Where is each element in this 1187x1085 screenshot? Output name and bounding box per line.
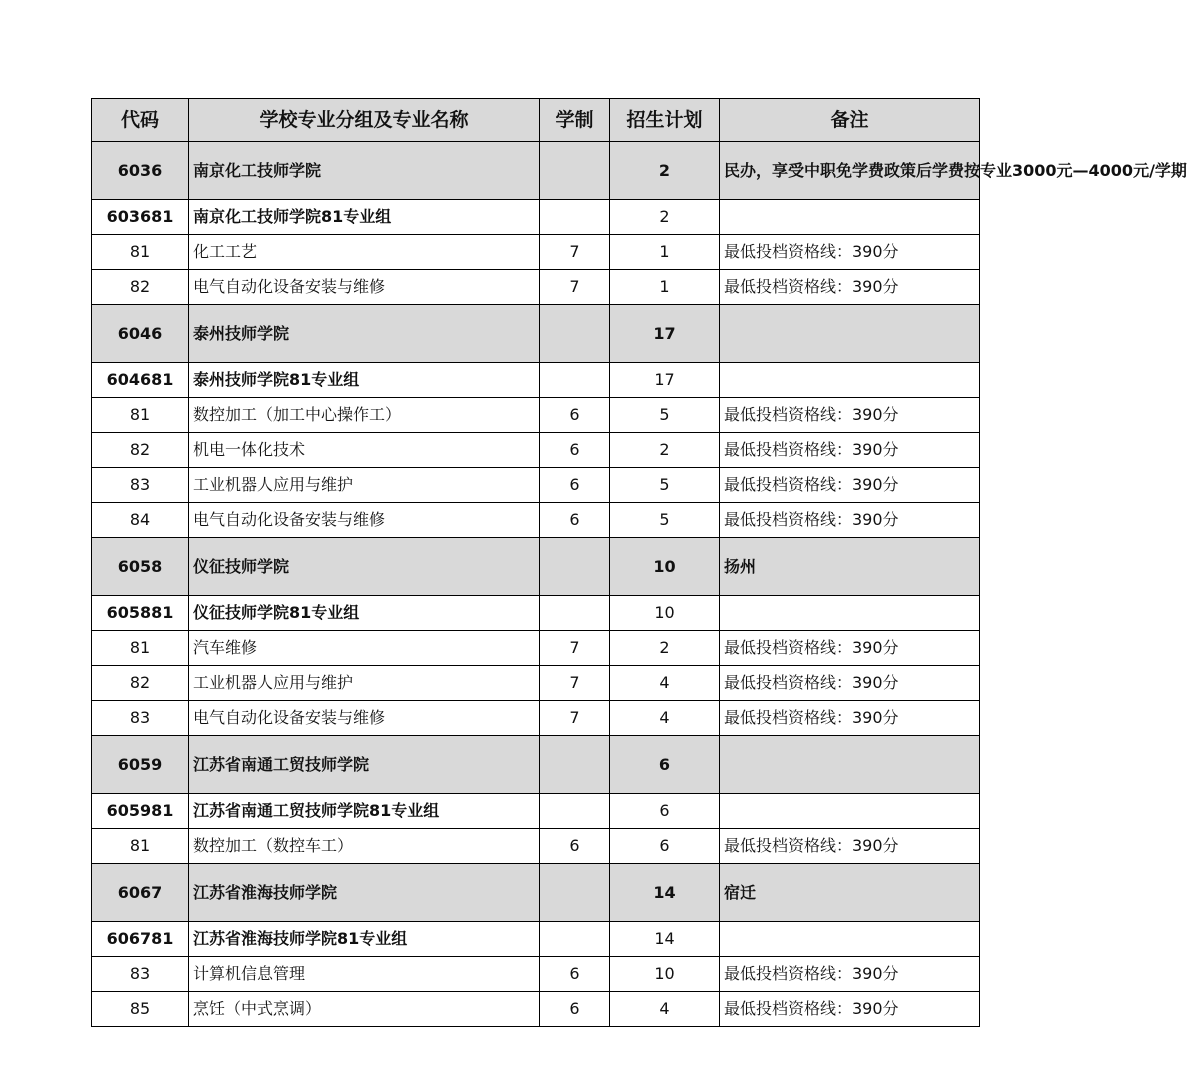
plan-cell: 14	[610, 864, 720, 922]
remark-cell: 最低投档资格线：390分	[720, 631, 980, 666]
remark-cell: 最低投档资格线：390分	[720, 433, 980, 468]
code-cell: 6036	[92, 142, 189, 200]
years-cell: 6	[540, 829, 610, 864]
enrollment-table	[91, 98, 1187, 1027]
code-cell: 81	[92, 398, 189, 433]
group-row	[92, 922, 980, 957]
remark-cell: 最低投档资格线：390分	[720, 666, 980, 701]
name-cell: 数控加工（加工中心操作工）	[189, 398, 540, 433]
major-row	[92, 398, 980, 433]
plan-cell: 4	[610, 701, 720, 736]
school-row	[92, 142, 980, 200]
name-cell: 烹饪（中式烹调）	[189, 992, 540, 1027]
years-cell: 6	[540, 957, 610, 992]
name-cell: 泰州技师学院81专业组	[189, 363, 540, 398]
name-cell: 南京化工技师学院81专业组	[189, 200, 540, 235]
major-row	[92, 829, 980, 864]
years-cell: 7	[540, 235, 610, 270]
name-cell: 电气自动化设备安装与维修	[189, 701, 540, 736]
code-cell: 82	[92, 666, 189, 701]
code-cell: 6067	[92, 864, 189, 922]
remark-cell: 最低投档资格线：390分	[720, 468, 980, 503]
name-cell: 化工工艺	[189, 235, 540, 270]
code-cell: 82	[92, 270, 189, 305]
years-cell: 6	[540, 398, 610, 433]
remark-cell: 最低投档资格线：390分	[720, 235, 980, 270]
remark-cell	[720, 736, 980, 794]
table-header-row	[92, 99, 980, 142]
code-cell: 6046	[92, 305, 189, 363]
years-cell	[540, 596, 610, 631]
group-row	[92, 363, 980, 398]
group-row	[92, 596, 980, 631]
years-cell: 6	[540, 992, 610, 1027]
plan-cell: 2	[610, 200, 720, 235]
group-row	[92, 200, 980, 235]
plan-cell: 14	[610, 922, 720, 957]
school-row	[92, 736, 980, 794]
years-cell	[540, 864, 610, 922]
major-row	[92, 270, 980, 305]
code-cell: 85	[92, 992, 189, 1027]
school-row	[92, 538, 980, 596]
years-cell	[540, 200, 610, 235]
years-cell	[540, 142, 610, 200]
code-cell: 83	[92, 701, 189, 736]
years-cell	[540, 736, 610, 794]
code-cell: 83	[92, 468, 189, 503]
remark-cell: 最低投档资格线：390分	[720, 992, 980, 1027]
code-cell: 605881	[92, 596, 189, 631]
remark-cell: 最低投档资格线：390分	[720, 701, 980, 736]
name-cell: 仪征技师学院	[189, 538, 540, 596]
remark-cell	[720, 596, 980, 631]
name-cell: 电气自动化设备安装与维修	[189, 503, 540, 538]
remark-cell: 最低投档资格线：390分	[720, 270, 980, 305]
major-row	[92, 992, 980, 1027]
plan-cell: 4	[610, 666, 720, 701]
name-cell: 江苏省淮海技师学院	[189, 864, 540, 922]
name-cell: 江苏省淮海技师学院81专业组	[189, 922, 540, 957]
remark-cell: 宿迁	[720, 864, 980, 922]
years-cell	[540, 922, 610, 957]
years-cell: 6	[540, 503, 610, 538]
code-cell: 605981	[92, 794, 189, 829]
code-cell: 603681	[92, 200, 189, 235]
major-row	[92, 957, 980, 992]
years-cell	[540, 305, 610, 363]
years-cell: 6	[540, 433, 610, 468]
plan-cell: 17	[610, 363, 720, 398]
name-cell: 工业机器人应用与维护	[189, 666, 540, 701]
years-cell: 7	[540, 631, 610, 666]
years-cell: 7	[540, 270, 610, 305]
plan-cell: 10	[610, 538, 720, 596]
years-cell	[540, 538, 610, 596]
code-cell: 6058	[92, 538, 189, 596]
name-cell: 仪征技师学院81专业组	[189, 596, 540, 631]
years-cell: 7	[540, 666, 610, 701]
school-row	[92, 305, 980, 363]
years-cell: 6	[540, 468, 610, 503]
name-cell: 计算机信息管理	[189, 957, 540, 992]
years-cell: 7	[540, 701, 610, 736]
remark-cell	[720, 363, 980, 398]
plan-cell: 2	[610, 142, 720, 200]
name-cell: 机电一体化技术	[189, 433, 540, 468]
remark-cell: 最低投档资格线：390分	[720, 829, 980, 864]
plan-cell: 10	[610, 596, 720, 631]
plan-cell: 2	[610, 433, 720, 468]
remark-cell: 最低投档资格线：390分	[720, 398, 980, 433]
plan-cell: 2	[610, 631, 720, 666]
code-cell: 81	[92, 235, 189, 270]
code-cell: 83	[92, 957, 189, 992]
major-row	[92, 235, 980, 270]
code-cell: 82	[92, 433, 189, 468]
code-cell: 81	[92, 631, 189, 666]
remark-cell	[720, 922, 980, 957]
years-cell	[540, 363, 610, 398]
header-code: 代码	[92, 99, 189, 142]
plan-cell: 10	[610, 957, 720, 992]
years-cell	[540, 794, 610, 829]
header-name: 学校专业分组及专业名称	[189, 99, 540, 142]
code-cell: 6059	[92, 736, 189, 794]
plan-cell: 1	[610, 235, 720, 270]
major-row	[92, 666, 980, 701]
name-cell: 南京化工技师学院	[189, 142, 540, 200]
plan-cell: 6	[610, 829, 720, 864]
major-row	[92, 631, 980, 666]
major-row	[92, 468, 980, 503]
remark-cell: 民办，享受中职免学费政策后学费按专业3000元—4000元/学期	[720, 142, 980, 200]
name-cell: 江苏省南通工贸技师学院81专业组	[189, 794, 540, 829]
major-row	[92, 433, 980, 468]
code-cell: 81	[92, 829, 189, 864]
plan-cell: 5	[610, 503, 720, 538]
plan-cell: 5	[610, 468, 720, 503]
remark-cell: 扬州	[720, 538, 980, 596]
plan-cell: 6	[610, 794, 720, 829]
remark-cell: 最低投档资格线：390分	[720, 957, 980, 992]
remark-cell: 最低投档资格线：390分	[720, 503, 980, 538]
name-cell: 泰州技师学院	[189, 305, 540, 363]
name-cell: 电气自动化设备安装与维修	[189, 270, 540, 305]
header-years: 学制	[540, 99, 610, 142]
name-cell: 数控加工（数控车工）	[189, 829, 540, 864]
header-remark: 备注	[720, 99, 980, 142]
major-row	[92, 503, 980, 538]
plan-cell: 17	[610, 305, 720, 363]
name-cell: 工业机器人应用与维护	[189, 468, 540, 503]
code-cell: 604681	[92, 363, 189, 398]
remark-cell	[720, 200, 980, 235]
code-cell: 84	[92, 503, 189, 538]
name-cell: 江苏省南通工贸技师学院	[189, 736, 540, 794]
major-row	[92, 701, 980, 736]
header-plan: 招生计划	[610, 99, 720, 142]
plan-cell: 4	[610, 992, 720, 1027]
code-cell: 606781	[92, 922, 189, 957]
school-row	[92, 864, 980, 922]
table-body	[92, 142, 1187, 1027]
group-row	[92, 794, 980, 829]
plan-cell: 5	[610, 398, 720, 433]
remark-cell	[720, 305, 980, 363]
plan-cell: 6	[610, 736, 720, 794]
remark-cell	[720, 794, 980, 829]
plan-cell: 1	[610, 270, 720, 305]
name-cell: 汽车维修	[189, 631, 540, 666]
